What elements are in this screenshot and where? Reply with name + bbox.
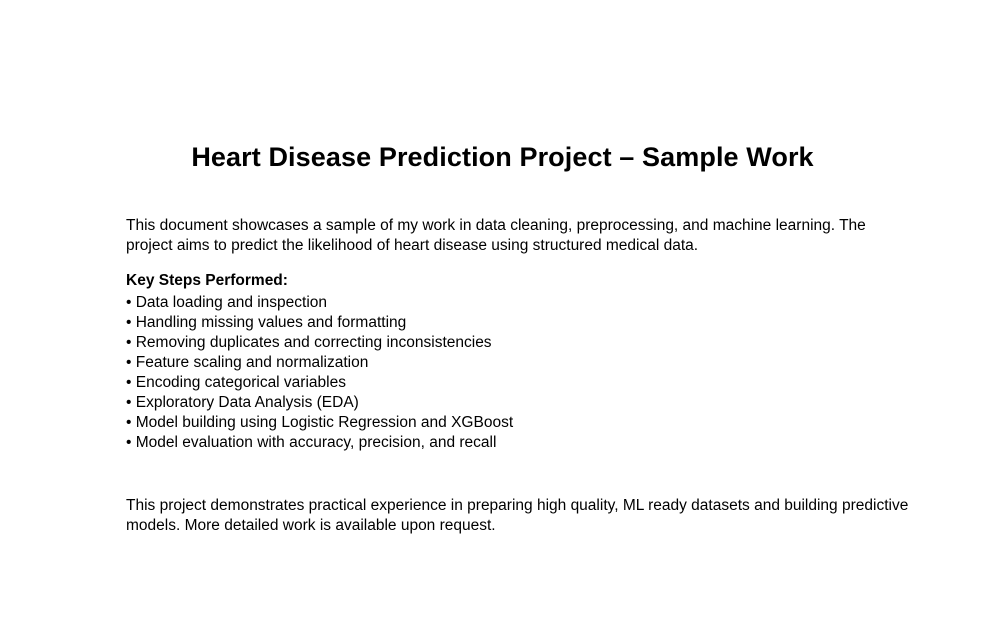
section-heading: Key Steps Performed: (126, 272, 288, 289)
list-item: • Model building using Logistic Regression and XGBoost (126, 413, 514, 431)
key-steps-section (126, 271, 916, 453)
list-item: • Exploratory Data Analysis (EDA) (126, 393, 359, 411)
list-item: • Encoding categorical variables (126, 373, 346, 391)
page-title: Heart Disease Prediction Project – Sample Work (191, 142, 814, 173)
key-steps-list (126, 293, 916, 453)
intro-paragraph: This document showcases a sample of my work in data cleaning, preprocessing, and machine learning. The project aims to predict the likelihood of heart disease using structured medical data. (126, 216, 866, 254)
list-item: • Handling missing values and formatting (126, 313, 407, 331)
list-item: • Model evaluation with accuracy, precision, and recall (126, 433, 497, 451)
list-item: • Data loading and inspection (126, 293, 328, 311)
list-item: • Feature scaling and normalization (126, 353, 369, 371)
closing-paragraph: This project demonstrates practical experience in preparing high quality, ML ready datasets and building predictive models. More detailed work is available upon request. (126, 496, 909, 534)
list-item: • Removing duplicates and correcting inconsistencies (126, 333, 492, 351)
